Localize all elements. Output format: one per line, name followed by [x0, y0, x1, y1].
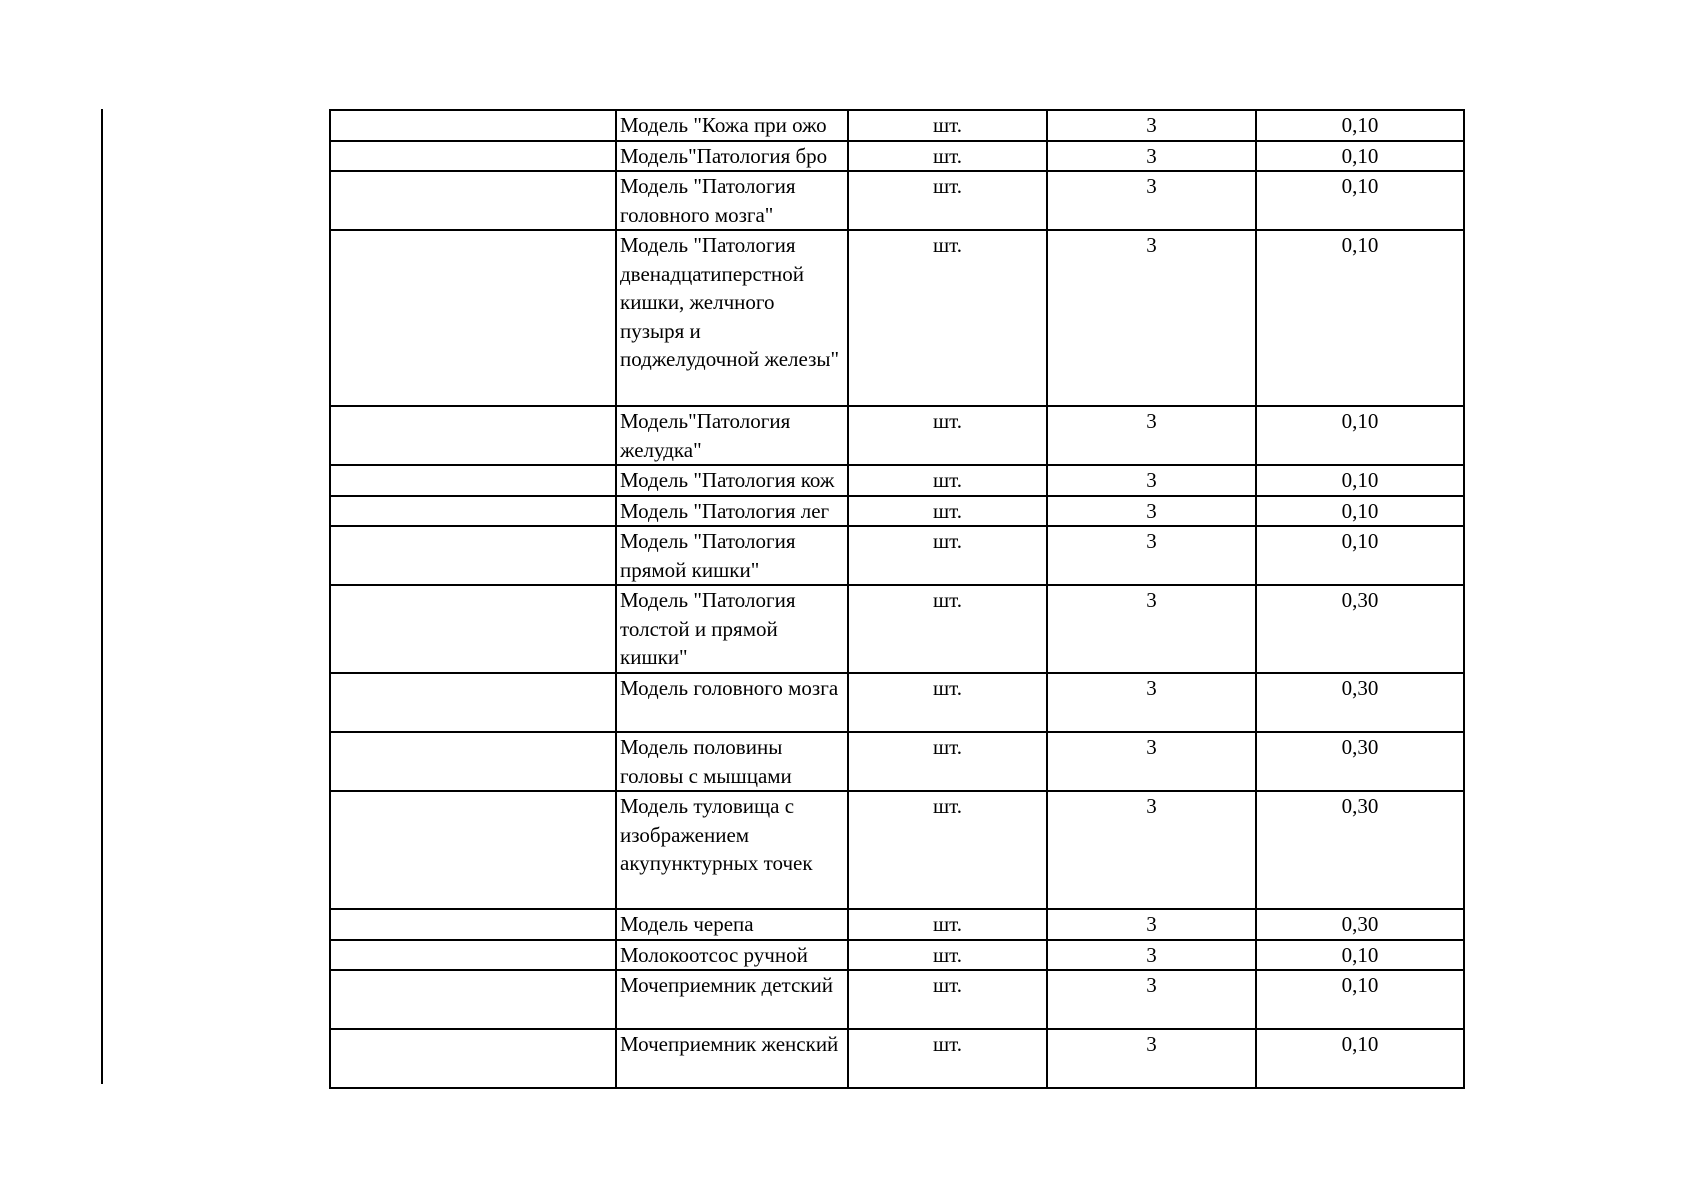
blank-cell	[330, 585, 616, 673]
unit-cell: шт.	[848, 406, 1047, 465]
table-row	[330, 406, 1464, 465]
value-cell: 0,30	[1256, 909, 1464, 940]
value-cell: 0,30	[1256, 673, 1464, 732]
quantity-cell: 3	[1047, 585, 1256, 673]
blank-cell	[330, 230, 616, 406]
unit-cell: шт.	[848, 909, 1047, 940]
blank-cell	[330, 171, 616, 230]
item-name-cell: Модель туловища с изображением акупунктурных точек	[616, 791, 848, 909]
table-row	[330, 465, 1464, 496]
quantity-cell: 3	[1047, 791, 1256, 909]
quantity-cell: 3	[1047, 230, 1256, 406]
value-cell: 0,30	[1256, 585, 1464, 673]
quantity-cell: 3	[1047, 970, 1256, 1029]
table-row	[330, 110, 1464, 141]
table-row	[330, 171, 1464, 230]
item-name-cell: Модель половины головы с мышцами	[616, 732, 848, 791]
unit-cell: шт.	[848, 171, 1047, 230]
value-cell: 0,10	[1256, 465, 1464, 496]
value-cell: 0,10	[1256, 406, 1464, 465]
item-name-cell: Модель головного мозга	[616, 673, 848, 732]
blank-cell	[330, 406, 616, 465]
unit-cell: шт.	[848, 110, 1047, 141]
table-row	[330, 732, 1464, 791]
quantity-cell: 3	[1047, 940, 1256, 971]
quantity-cell: 3	[1047, 141, 1256, 172]
value-cell: 0,10	[1256, 940, 1464, 971]
table-row	[330, 970, 1464, 1029]
value-cell: 0,10	[1256, 1029, 1464, 1088]
unit-cell: шт.	[848, 496, 1047, 527]
quantity-cell: 3	[1047, 171, 1256, 230]
item-name-cell: Модель "Патология кож	[616, 465, 848, 496]
blank-cell	[330, 526, 616, 585]
value-cell: 0,10	[1256, 496, 1464, 527]
item-name-cell: Мочеприемник детский	[616, 970, 848, 1029]
item-name-cell: Молокоотсос ручной	[616, 940, 848, 971]
table-row	[330, 230, 1464, 406]
value-cell: 0,30	[1256, 732, 1464, 791]
quantity-cell: 3	[1047, 673, 1256, 732]
blank-cell	[330, 110, 616, 141]
item-name-cell: Модель"Патология желудка"	[616, 406, 848, 465]
table-row	[330, 496, 1464, 527]
unit-cell: шт.	[848, 585, 1047, 673]
item-name-cell: Модель "Патология толстой и прямой кишки"	[616, 585, 848, 673]
unit-cell: шт.	[848, 732, 1047, 791]
unit-cell: шт.	[848, 1029, 1047, 1088]
item-name-cell: Мочеприемник женский	[616, 1029, 848, 1088]
item-name-cell: Модель "Патология прямой кишки"	[616, 526, 848, 585]
quantity-cell: 3	[1047, 526, 1256, 585]
unit-cell: шт.	[848, 970, 1047, 1029]
blank-cell	[330, 1029, 616, 1088]
item-name-cell: Модель "Кожа при ожо	[616, 110, 848, 141]
table-row	[330, 141, 1464, 172]
table-row	[330, 940, 1464, 971]
value-cell: 0,10	[1256, 526, 1464, 585]
value-cell: 0,10	[1256, 171, 1464, 230]
quantity-cell: 3	[1047, 465, 1256, 496]
blank-cell	[330, 970, 616, 1029]
quantity-cell: 3	[1047, 406, 1256, 465]
quantity-cell: 3	[1047, 496, 1256, 527]
unit-cell: шт.	[848, 940, 1047, 971]
unit-cell: шт.	[848, 465, 1047, 496]
blank-cell	[330, 141, 616, 172]
table-row	[330, 1029, 1464, 1088]
item-name-cell: Модель "Патология лег	[616, 496, 848, 527]
blank-cell	[330, 909, 616, 940]
table-row	[330, 526, 1464, 585]
table-row	[330, 585, 1464, 673]
unit-cell: шт.	[848, 791, 1047, 909]
blank-cell	[330, 940, 616, 971]
quantity-cell: 3	[1047, 110, 1256, 141]
item-name-cell: Модель "Патология головного мозга"	[616, 171, 848, 230]
unit-cell: шт.	[848, 673, 1047, 732]
quantity-cell: 3	[1047, 909, 1256, 940]
unit-cell: шт.	[848, 141, 1047, 172]
quantity-cell: 3	[1047, 1029, 1256, 1088]
unit-cell: шт.	[848, 526, 1047, 585]
table-row	[330, 791, 1464, 909]
quantity-cell: 3	[1047, 732, 1256, 791]
unit-cell: шт.	[848, 230, 1047, 406]
blank-cell	[330, 732, 616, 791]
blank-cell	[330, 496, 616, 527]
value-cell: 0,30	[1256, 791, 1464, 909]
item-name-cell: Модель "Патология двенадцатиперстной кишки, желчного пузыря и поджелудочной железы"	[616, 230, 848, 406]
table-row	[330, 909, 1464, 940]
value-cell: 0,10	[1256, 141, 1464, 172]
blank-cell	[330, 673, 616, 732]
item-name-cell: Модель"Патология бро	[616, 141, 848, 172]
blank-cell	[330, 791, 616, 909]
table-row	[330, 673, 1464, 732]
item-name-cell: Модель черепа	[616, 909, 848, 940]
left-margin-rule	[101, 109, 103, 1084]
value-cell: 0,10	[1256, 110, 1464, 141]
blank-cell	[330, 465, 616, 496]
value-cell: 0,10	[1256, 230, 1464, 406]
value-cell: 0,10	[1256, 970, 1464, 1029]
items-table	[329, 109, 1465, 1089]
